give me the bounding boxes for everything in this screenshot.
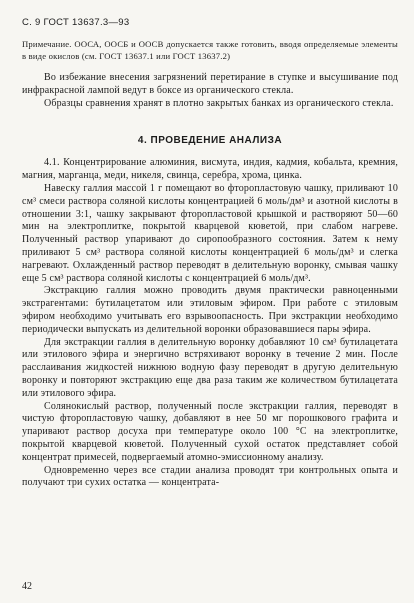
paragraph: Во избежание внесения загрязнений перетирание в ступке и высушивание под инфракрасной лампой ведут в боксе из органического стекла. <box>22 72 398 96</box>
paragraph: 4.1. Концентрирование алюминия, висмута, индия, кадмия, кобальта, кремния, магния, марганца, меди, никеля, свинца, серебра, хрома, цинка. <box>22 157 398 182</box>
paragraph: Солянокислый раствор, полученный после экстракции галлия, переводят в чистую фторопластовую чашку, добавляют в нее 50 мг порошкового графита и упаривают раствор досуха при температуре около 100 °С на электроплитке, покрытой кварцевой кюветой. Полученный сухой остаток представляет собой концентрат примесей, подвергаемый атомно-эмиссионному анализу. <box>22 400 398 463</box>
page-number: 42 <box>22 581 32 592</box>
paragraph: Образцы сравнения хранят в плотно закрытых банках из органического стекла. <box>44 97 394 109</box>
paragraph: Экстракцию галлия можно проводить двумя практически равноценными экстрагентами: бутилацетатом или этиловым эфиром. При работе с этиловым эфиром необходимо учитывать его взрывоопасность. При экстракции необходимо периодически выпускать из делительной воронки образовавшиеся пары эфира. <box>22 285 398 335</box>
page-body <box>22 38 398 490</box>
paragraph: Навеску галлия массой 1 г помещают во фторопластовую чашку, приливают 10 см³ смеси раствора соляной кислоты концентрацией 6 моль/дм³ и азотной кислоты в отношении 3:1, чашку закрывают фторопластовой крышкой и растворяют 50—60 мин на электроплитке, покрытой кварцевой кюветой, при слабом нагреве. Полученный раствор упаривают до сиропообразного состояния. Затем к нему приливают 5 см³ раствора соляной кислоты концентрацией 6 моль/дм³ и слегка нагревают. Охлажденный раствор переводят в делительную воронку, смывая чашку еще 5 см³ раствора соляной кислоты с концентрацией 6 моль/дм³. <box>22 182 398 284</box>
note: Примечание. ООСА, ООСБ и ООСВ допускается также готовить, вводя определяемые элементы в виде окислов (см. ГОСТ 13637.1 или ГОСТ 13637.2) <box>22 39 398 61</box>
page-header: С. 9 ГОСТ 13637.3—93 <box>22 17 130 28</box>
paragraph: Для экстракции галлия в делительную воронку добавляют 10 см³ бутилацетата или этилового эфира и энергично встряхивают воронку в течение 2 мин. После расслаивания жидкостей нижнюю водную фазу переводят в другую делительную воронку и повторяют экстракцию еще два раза таким же количеством бутилацетата или этилового эфира. <box>22 336 398 399</box>
section-title: 4. ПРОВЕДЕНИЕ АНАЛИЗА <box>137 135 283 147</box>
paragraph: Одновременно через все стадии анализа проводят три контрольных опыта и получают три сухих остатка — концентрата- <box>22 464 398 489</box>
